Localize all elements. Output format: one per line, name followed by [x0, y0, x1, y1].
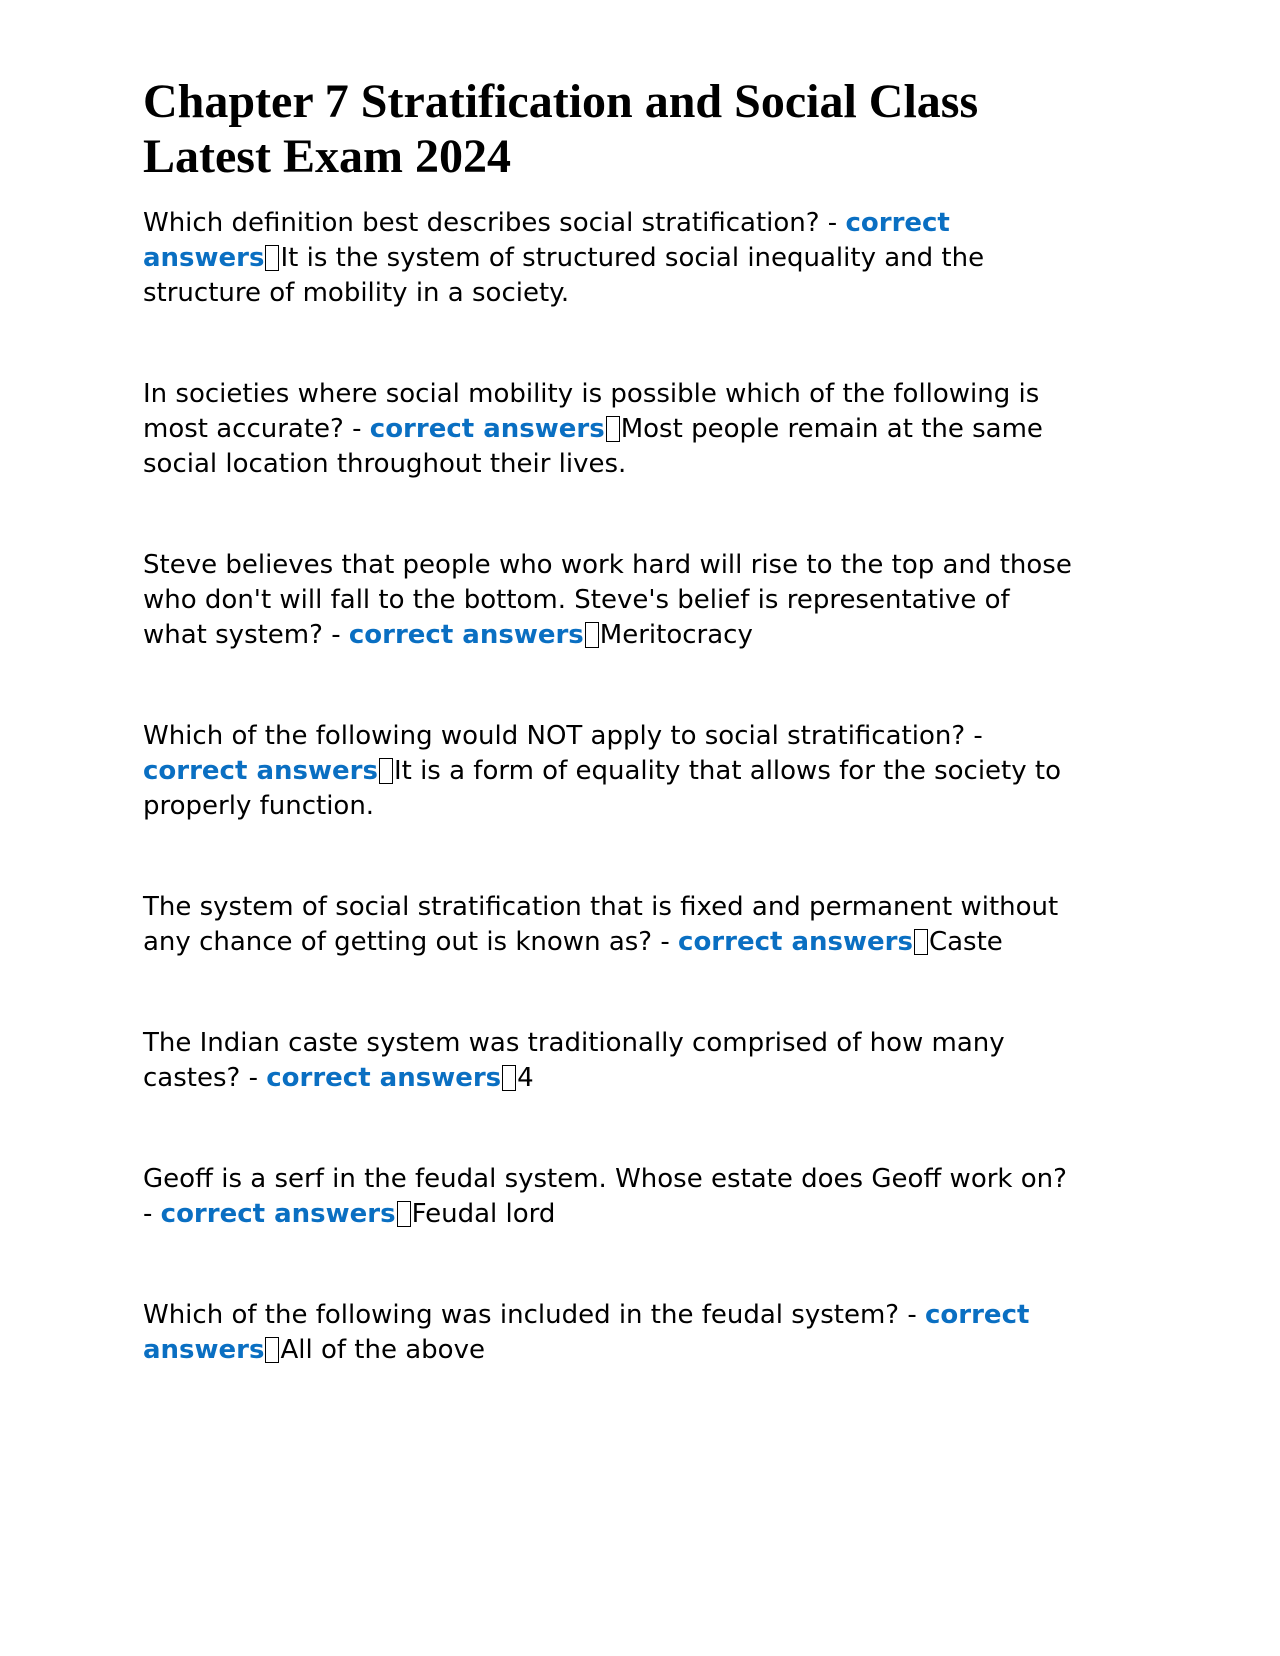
qa-item — [143, 719, 1078, 824]
qa-list — [143, 206, 1078, 1368]
qa-item — [143, 1026, 1078, 1096]
answer-text: Most people remain at the same social location throughout their lives. — [143, 414, 1043, 479]
qa-item — [143, 1162, 1078, 1232]
answer-text: Meritocracy — [599, 620, 753, 650]
correct-answers-label: correct answers — [348, 620, 584, 650]
missing-glyph-icon — [914, 929, 928, 955]
correct-answers-label: correct answers — [678, 927, 913, 957]
separator: - — [819, 208, 846, 238]
separator: - — [899, 1300, 926, 1330]
qa-item — [143, 890, 1078, 960]
question-text: Steve believes that people who work hard will rise to the top and those who don't will fall to the bottom. Steve's belief is representative of what system? — [143, 550, 1072, 650]
answer-text: It is a form of equality that allows for the society to properly function. — [143, 756, 1061, 821]
separator: - — [322, 620, 349, 650]
correct-answers-label: correct answers — [369, 414, 605, 444]
correct-answers-label: correct answers — [266, 1063, 502, 1093]
qa-item — [143, 1298, 1078, 1368]
separator: - — [143, 1199, 161, 1229]
missing-glyph-icon — [265, 245, 279, 271]
missing-glyph-icon — [265, 1337, 279, 1363]
question-text: Which definition best describes social stratification? — [143, 208, 820, 238]
separator: - — [343, 414, 370, 444]
correct-answers-label: correct answers — [160, 1199, 396, 1229]
separator: - — [240, 1063, 267, 1093]
document-page — [143, 74, 1078, 1434]
separator: - — [965, 721, 983, 751]
answer-text: It is the system of structured social inequality and the structure of mobility in a society. — [143, 243, 985, 308]
answer-text: Feudal lord — [411, 1199, 556, 1229]
qa-item — [143, 377, 1078, 482]
missing-glyph-icon — [502, 1065, 516, 1091]
correct-answers-label: correct answers — [143, 208, 950, 273]
qa-item — [143, 548, 1078, 653]
answer-text: Caste — [928, 927, 1003, 957]
question-text: Which of the following was included in the feudal system? — [143, 1300, 900, 1330]
question-text: The Indian caste system was traditionally comprised of how many castes? — [143, 1028, 1005, 1093]
answer-text: All of the above — [280, 1335, 485, 1365]
missing-glyph-icon — [585, 622, 599, 648]
qa-item — [143, 206, 1078, 311]
question-text: In societies where social mobility is possible which of the following is most accurate? — [143, 379, 1040, 444]
missing-glyph-icon — [379, 758, 393, 784]
question-text: Geoff is a serf in the feudal system. Whose estate does Geoff work on? — [143, 1164, 1067, 1194]
missing-glyph-icon — [606, 416, 620, 442]
separator: - — [652, 927, 679, 957]
document-title: Chapter 7 Stratification and Social Class Latest Exam 2024 — [143, 75, 979, 183]
correct-answers-label: correct answers — [143, 1300, 1030, 1365]
question-text: Which of the following would NOT apply to social stratification? — [143, 721, 966, 751]
question-text: The system of social stratification that is fixed and permanent without any chance of getting out is known as? — [143, 892, 1059, 957]
missing-glyph-icon — [397, 1201, 411, 1227]
correct-answers-label: correct answers — [143, 756, 378, 786]
answer-text: 4 — [517, 1063, 534, 1093]
